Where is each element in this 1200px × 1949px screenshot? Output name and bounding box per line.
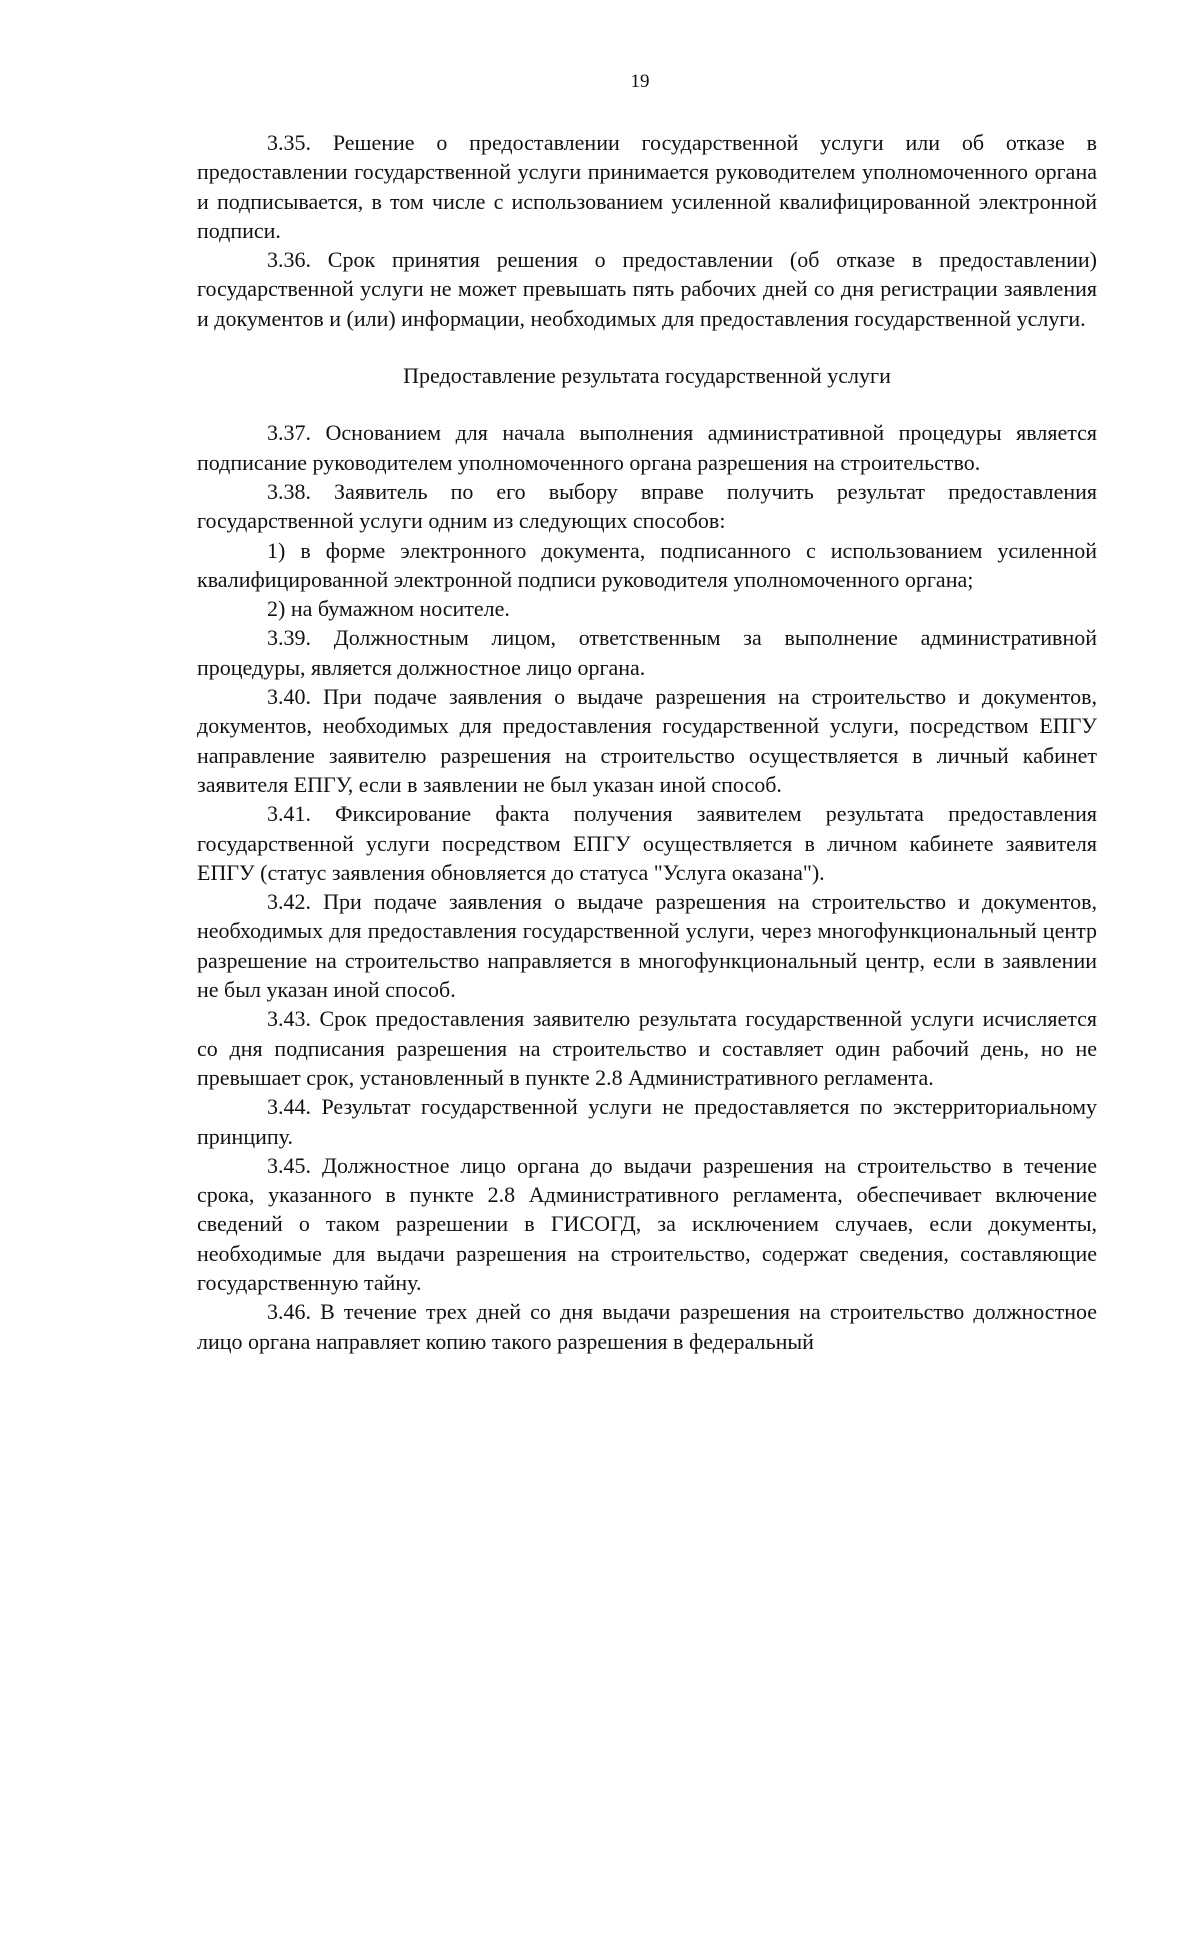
list-item-2: 2) на бумажном носителе. [267,596,510,622]
section-heading: Предоставление результата государственной услуги [403,363,891,389]
paragraph-3-45: 3.45. Должностное лицо органа до выдачи разрешения на строительство в течение срока, указанного в пункте 2.8 Административного регламента, обеспечивает включение сведений о таком разрешении в ГИСОГД, за исключением случаев, если документы, необходимые для выдачи разрешения на строительство, содержат сведения, составляющие государственную тайну. [197,1152,1097,1295]
page-number: 19 [630,71,650,92]
paragraph-3-43: 3.43. Срок предоставления заявителю результата государственной услуги исчисляется со дня подписания разрешения на строительство и составляет один рабочий день, но не превышает срок, установленный в пункте 2.8 Административного регламента. [197,1006,1097,1090]
paragraph-3-38: 3.38. Заявитель по его выбору вправе получить результат предоставления государственной услуги одним из следующих способов: [197,478,1097,534]
paragraph-3-36: 3.36. Срок принятия решения о предоставлении (об отказе в предоставлении) государственной услуги не может превышать пять рабочих дней со дня регистрации заявления и документов и (или) информации, необходимых для предоставления государственной услуги. [197,247,1097,331]
paragraph-3-40: 3.40. При подаче заявления о выдаче разрешения на строительство и документов, документов, необходимых для предоставления государственной услуги, посредством ЕПГУ направление заявителю разрешения на строительство осуществляется в личный кабинет заявителя ЕПГУ, если в заявлении не был указан иной способ. [197,684,1097,797]
paragraph-3-46: 3.46. В течение трех дней со дня выдачи разрешения на строительство должностное лицо органа направляет копию такого разрешения в федеральный [197,1299,1097,1354]
paragraph-3-44: 3.44. Результат государственной услуги не предоставляется по экстерриториальному принципу. [197,1094,1097,1149]
paragraph-3-35: 3.35. Решение о предоставлении государственной услуги или об отказе в предоставлении государственной услуги принимается руководителем уполномоченного органа и подписывается, в том числе с использованием усиленной квалифицированной электронной подписи. [197,130,1097,243]
paragraph-3-37: 3.37. Основанием для начала выполнения административной процедуры является подписание руководителем уполномоченного органа разрешения на строительство. [197,420,1097,475]
paragraph-3-39: 3.39. Должностным лицом, ответственным за выполнение административной процедуры, является должностное лицо органа. [197,625,1097,680]
list-item-1: 1) в форме электронного документа, подписанного с использованием усиленной квалифицированной электронной подписи руководителя уполномоченного органа; [197,537,1097,592]
paragraph-3-41: 3.41. Фиксирование факта получения заявителем результата предоставления государственной услуги посредством ЕПГУ осуществляется в личном кабинете заявителя ЕПГУ (статус заявления обновляется до статуса "Услуга оказана"). [197,801,1097,885]
document-body [197,128,1097,1356]
paragraph-3-42: 3.42. При подаче заявления о выдаче разрешения на строительство и документов, необходимых для предоставления государственной услуги, через многофункциональный центр разрешение на строительство направляется в многофункциональный центр, если в заявлении не был указан иной способ. [197,889,1097,1003]
